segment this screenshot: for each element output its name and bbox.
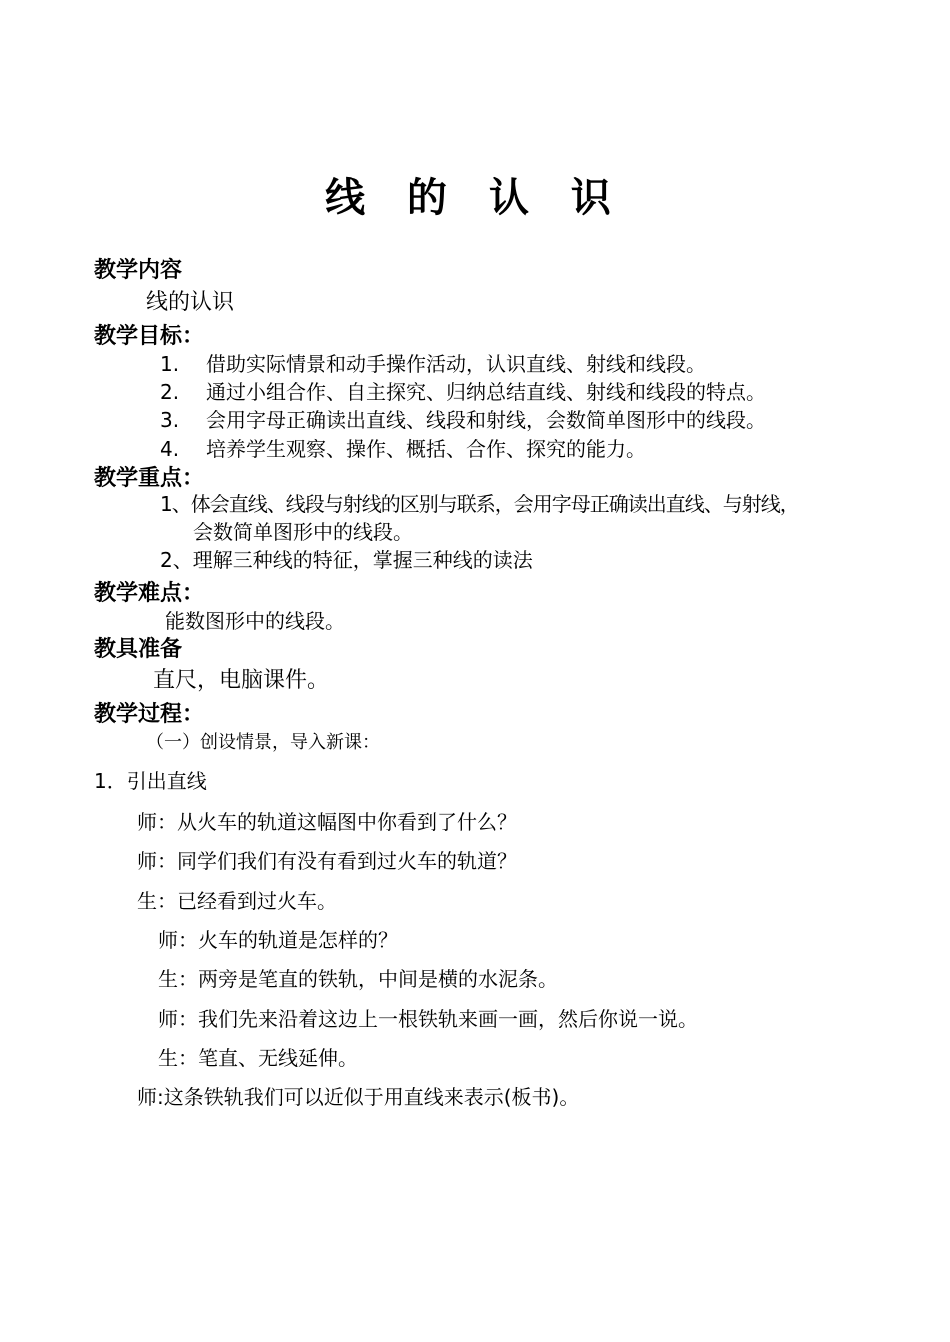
dialogue-line: 师：从火车的轨道这幅图中你看到了什么？	[137, 810, 517, 834]
tools-heading: 教具准备	[94, 637, 183, 662]
goal-text: 借助实际情景和动手操作活动，认识直线、射线和线段。	[206, 352, 706, 376]
key-point-item-1: 1、体会直线、线段与射线的区别与联系，会用字母正确读出直线、与射线，	[160, 492, 799, 516]
goal-item	[160, 435, 646, 463]
key-point-item-2: 2、理解三种线的特征，掌握三种线的读法	[160, 548, 533, 572]
dialogue-line: 师：火车的轨道是怎样的？	[158, 928, 398, 952]
key-point-item-1-cont: 会数简单图形中的线段。	[193, 520, 413, 544]
content-heading: 教学内容	[94, 258, 183, 283]
goal-item	[160, 406, 766, 434]
dialogue-line: 师：我们先来沿着这边上一根铁轨来画一画，然后你说一说。	[158, 1007, 698, 1031]
goal-item	[160, 378, 766, 406]
process-step-1: 1．引出直线	[94, 769, 207, 793]
dialogue-line: 生：已经看到过火车。	[137, 889, 337, 913]
goal-text: 会用字母正确读出直线、线段和射线，会数简单图形中的线段。	[206, 408, 766, 432]
goal-number: 1.	[160, 352, 180, 376]
content-text: 线的认识	[146, 290, 235, 315]
key-points-heading: 教学重点：	[94, 466, 205, 491]
difficulties-text: 能数图形中的线段。	[165, 609, 345, 633]
goal-item	[160, 350, 706, 378]
goal-text: 通过小组合作、自主探究、归纳总结直线、射线和线段的特点。	[206, 380, 766, 404]
goals-heading: 教学目标：	[94, 324, 205, 349]
goal-number: 3.	[160, 408, 180, 432]
dialogue-line: 师：同学们我们有没有看到过火车的轨道？	[137, 849, 517, 873]
goal-number: 4.	[160, 437, 180, 461]
difficulties-heading: 教学难点：	[94, 581, 205, 606]
goal-number: 2.	[160, 380, 180, 404]
tools-text: 直尺，电脑课件。	[153, 668, 330, 693]
dialogue-line: 生：笔直、无线延伸。	[158, 1046, 358, 1070]
process-heading: 教学过程：	[94, 702, 205, 727]
goal-text: 培养学生观察、操作、概括、合作、探究的能力。	[206, 437, 646, 461]
document-title: 线 的 认 识	[325, 175, 625, 221]
process-subheading: （一）创设情景，导入新课：	[146, 732, 380, 753]
dialogue-line: 师:这条铁轨我们可以近似于用直线来表示(板书)。	[137, 1085, 580, 1109]
dialogue-line: 生：两旁是笔直的铁轨，中间是横的水泥条。	[158, 967, 558, 991]
